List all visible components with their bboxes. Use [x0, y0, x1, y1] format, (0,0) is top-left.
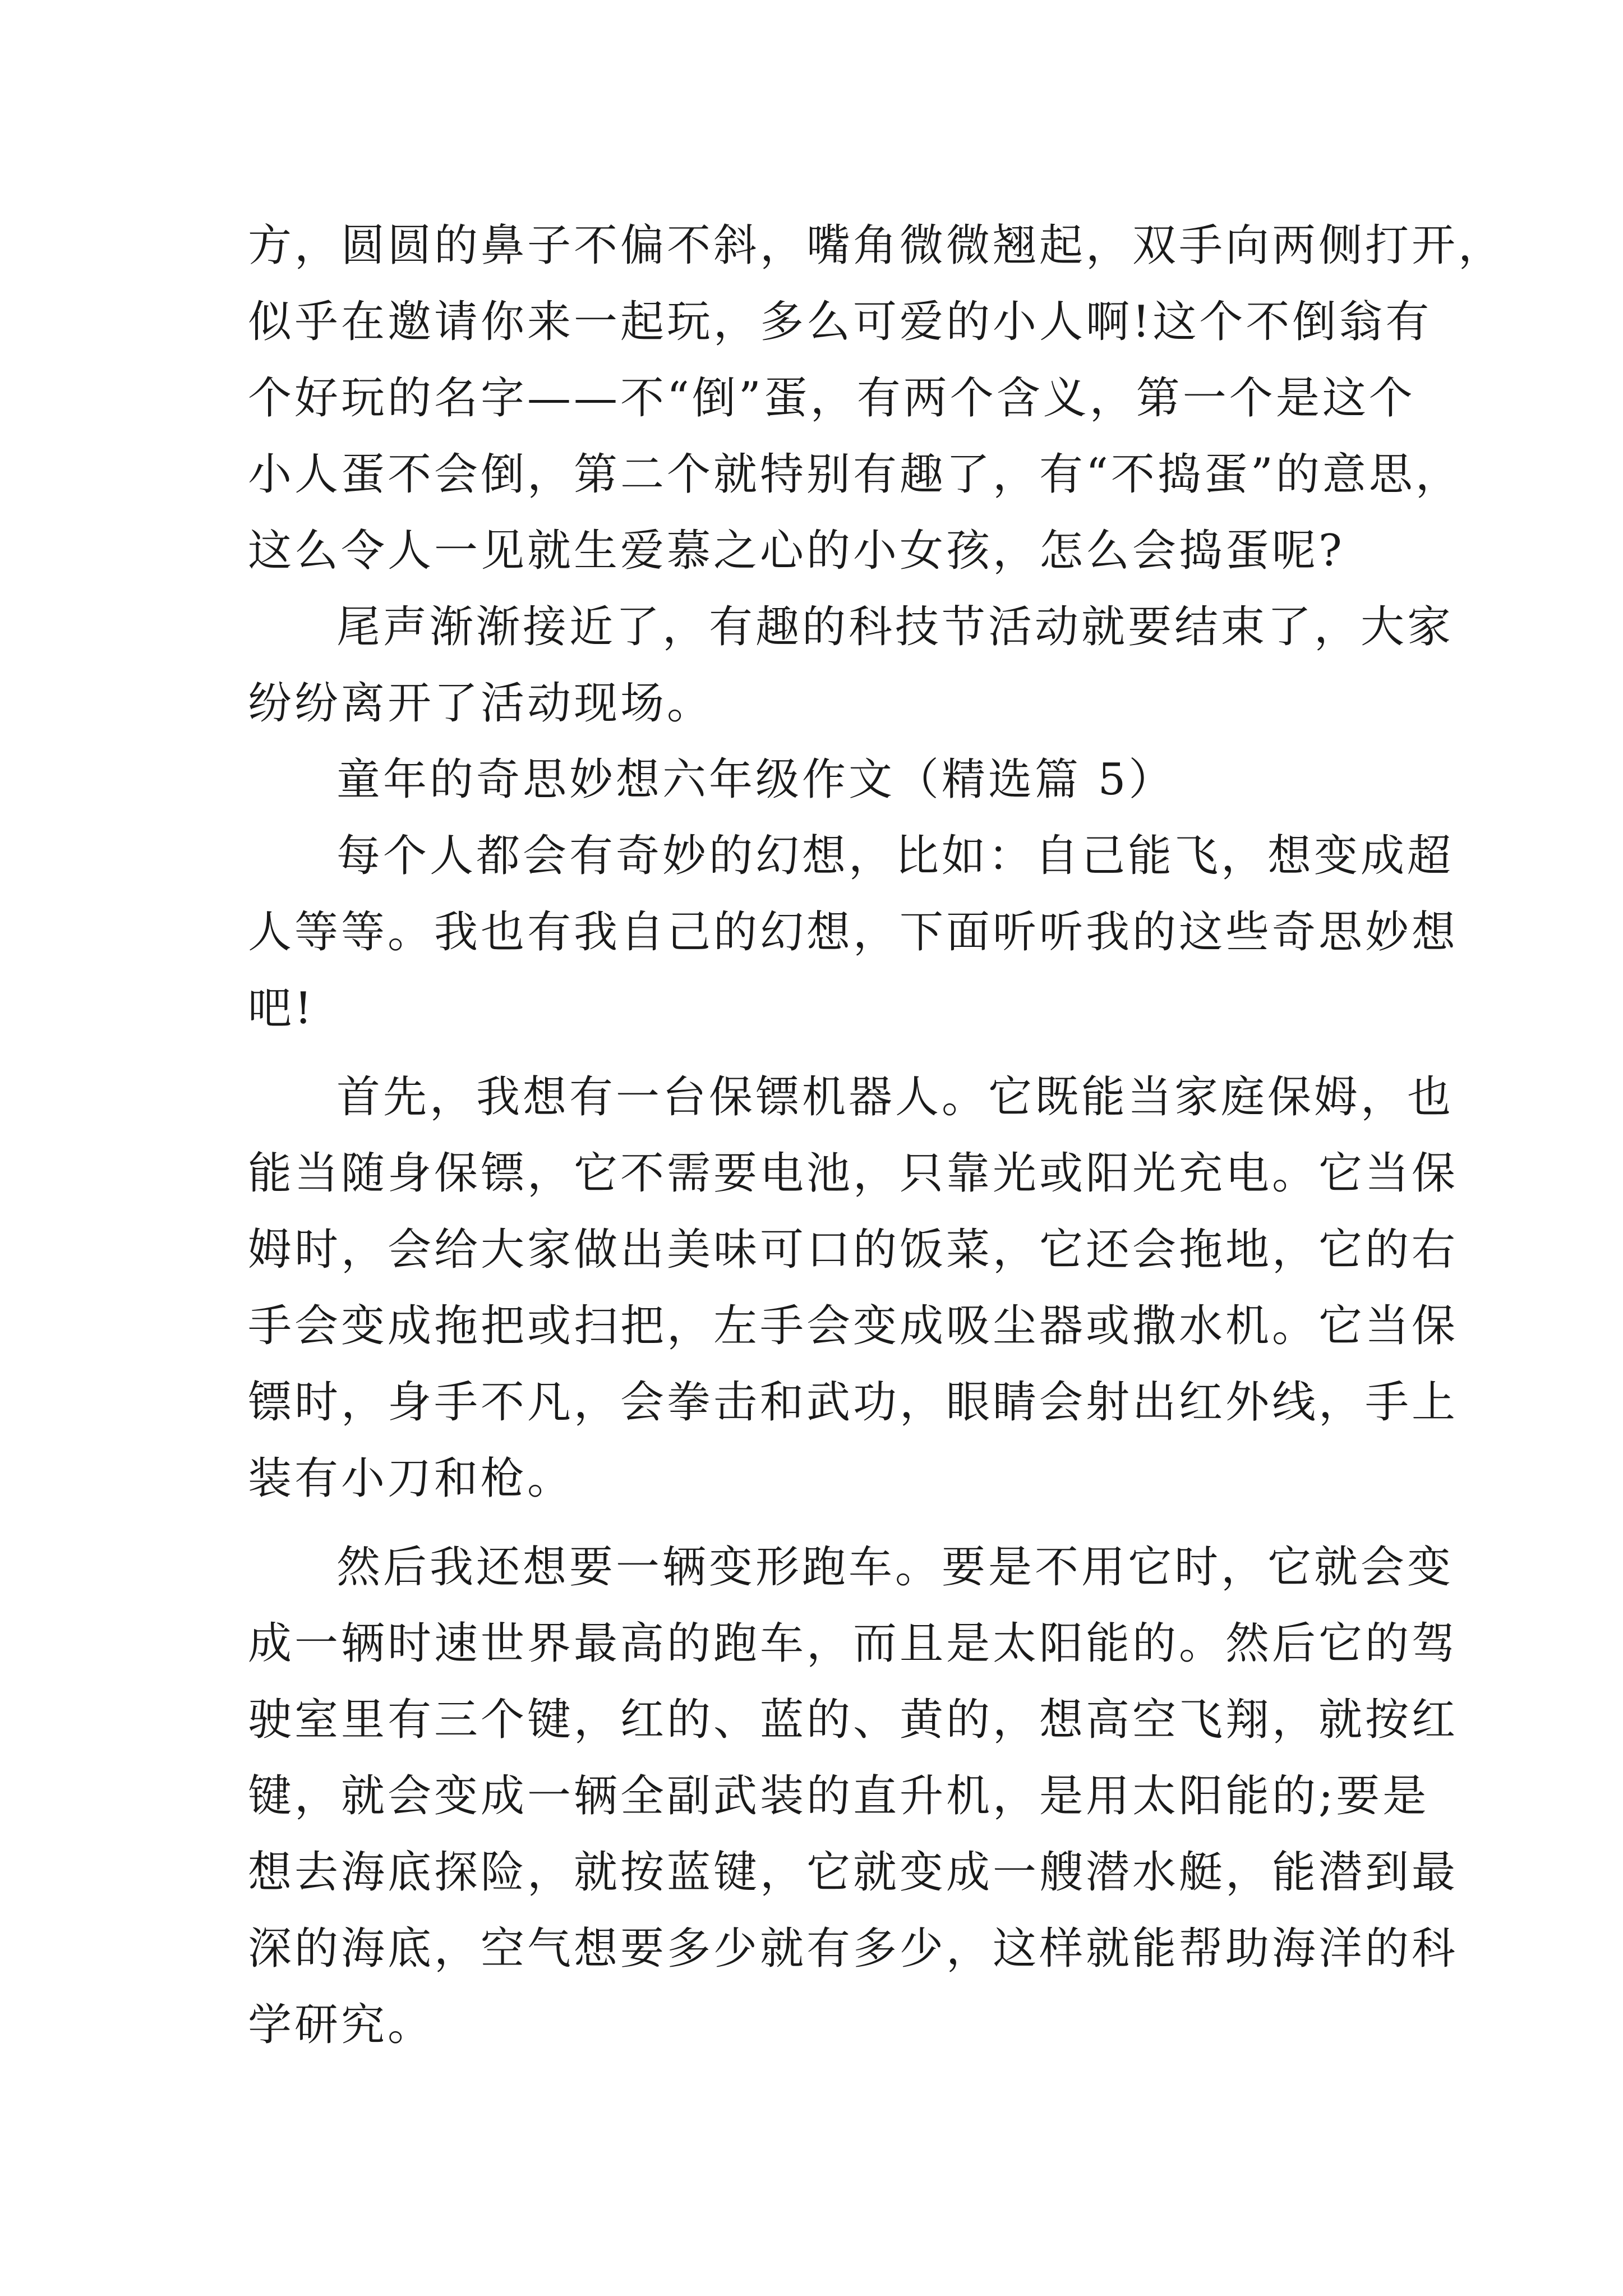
text-line: 成一辆时速世界最高的跑车，而且是太阳能的。然后它的驾: [248, 1618, 1459, 1669]
paragraph: [248, 818, 1459, 1047]
text-line: 纷纷离开了活动现场。: [248, 678, 714, 729]
text-line: 姆时，会给大家做出美味可口的饭菜，它还会拖地，它的右: [248, 1225, 1459, 1275]
paragraph-gap: [248, 1047, 1392, 1059]
text-line: 个好玩的名字——不“倒”蛋，有两个含义，第一个是这个: [248, 373, 1415, 424]
document-body: [248, 208, 1505, 2063]
text-line: 首先，我想有一台保镖机器人。它既能当家庭保姆，也: [336, 1072, 1454, 1122]
text-line: 然后我还想要一辆变形跑车。要是不用它时，它就会变: [336, 1542, 1454, 1593]
text-line: 键，就会变成一辆全副武装的直升机，是用太阳能的;要是: [248, 1771, 1430, 1821]
text-line: 吧!: [248, 983, 315, 1034]
paragraph: [248, 589, 1454, 742]
paragraph-gap: [248, 1517, 1392, 1529]
text-line: 能当随身保镖，它不需要电池，只靠光或阳光充电。它当保: [248, 1148, 1459, 1199]
text-line: 方，圆圆的鼻子不偏不斜，嘴角微微翘起，双手向两侧打开，: [248, 220, 1505, 271]
section-heading: [248, 742, 1392, 818]
text-line: 想去海底探险，就按蓝键，它就变成一艘潜水艇，能潜到最: [248, 1847, 1459, 1898]
heading-line: 童年的奇思妙想六年级作文（精选篇 5）: [336, 754, 1175, 805]
text-line: 驶室里有三个键，红的、蓝的、黄的，想高空飞翔，就按红: [248, 1695, 1459, 1745]
paragraph: [248, 1059, 1459, 1517]
text-line: 镖时，身手不凡，会拳击和武功，眼睛会射出红外线，手上: [248, 1377, 1459, 1428]
text-line: 人等等。我也有我自己的幻想，下面听听我的这些奇思妙想: [248, 907, 1459, 958]
text-line: 学研究。: [248, 2000, 435, 2050]
paragraph: [248, 1529, 1459, 2063]
text-line: 尾声渐渐接近了，有趣的科技节活动就要结束了，大家: [336, 602, 1454, 652]
text-line: 每个人都会有奇妙的幻想，比如：自己能飞，想变成超: [336, 831, 1454, 881]
text-line: 装有小刀和枪。: [248, 1453, 574, 1504]
text-line: 似乎在邀请你来一起玩，多么可爱的小人啊!这个不倒翁有: [248, 297, 1432, 347]
text-line: 手会变成拖把或扫把，左手会变成吸尘器或撒水机。它当保: [248, 1301, 1459, 1351]
text-line: 深的海底，空气想要多少就有多少，这样就能帮助海洋的科: [248, 1924, 1459, 1974]
text-line: 小人蛋不会倒，第二个就特别有趣了，有“不捣蛋”的意思，: [248, 449, 1462, 500]
text-line: 这么令人一见就生爱慕之心的小女孩，怎么会捣蛋呢?: [248, 526, 1345, 576]
paragraph: [248, 208, 1505, 589]
